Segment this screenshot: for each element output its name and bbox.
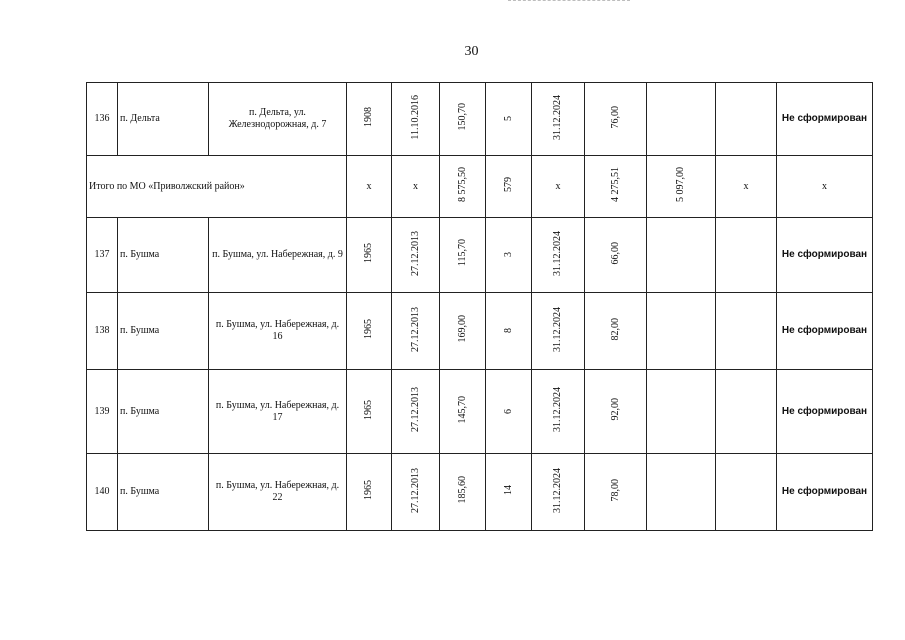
locality-cell: п. Дельта [118,83,209,156]
subtotal-label: Итого по МО «Приволжский район» [87,156,347,218]
deadline-cell: 31.12.2024 [532,83,585,156]
address-cell: п. Бушма, ул. Набережная, д. 9 [209,218,347,293]
subtotal-date: х [392,156,440,218]
status-cell: Не сформирован [777,370,873,454]
deadline-cell: 31.12.2024 [532,218,585,293]
value1-cell: 76,00 [585,83,647,156]
residents-cell: 6 [486,370,532,454]
table-row [87,454,873,531]
value2-cell [647,454,716,531]
value2-cell [647,293,716,370]
row-number: 139 [87,370,118,454]
value3-cell [716,293,777,370]
year-cell: 1965 [347,370,392,454]
date-cell: 27.12.2013 [392,370,440,454]
table-row [87,293,873,370]
area-cell: 169,00 [440,293,486,370]
area-cell: 115,70 [440,218,486,293]
row-number: 136 [87,83,118,156]
value3-cell [716,370,777,454]
deadline-cell: 31.12.2024 [532,370,585,454]
status-cell: Не сформирован [777,293,873,370]
subtotal-residents: 579 [486,156,532,218]
year-cell: 1965 [347,218,392,293]
subtotal-row [87,156,873,218]
locality-cell: п. Бушма [118,293,209,370]
housing-registry-table [86,82,873,531]
area-cell: 145,70 [440,370,486,454]
status-cell: Не сформирован [777,83,873,156]
row-number: 140 [87,454,118,531]
year-cell: 1908 [347,83,392,156]
page-number: 30 [464,44,479,59]
subtotal-value2: 5 097,00 [647,156,716,218]
value2-cell [647,218,716,293]
date-cell: 27.12.2013 [392,454,440,531]
subtotal-status: х [777,156,873,218]
subtotal-area: 8 575,50 [440,156,486,218]
deadline-cell: 31.12.2024 [532,293,585,370]
value2-cell [647,83,716,156]
date-cell: 11.10.2016 [392,83,440,156]
subtotal-value3: х [716,156,777,218]
table-row [87,218,873,293]
address-cell: п. Бушма, ул. Набережная, д. 17 [209,370,347,454]
date-cell: 27.12.2013 [392,218,440,293]
table-row [87,83,873,156]
locality-cell: п. Бушма [118,370,209,454]
value3-cell [716,83,777,156]
value1-cell: 78,00 [585,454,647,531]
status-cell: Не сформирован [777,218,873,293]
year-cell: 1965 [347,293,392,370]
row-number: 137 [87,218,118,293]
subtotal-deadline: х [532,156,585,218]
deadline-cell: 31.12.2024 [532,454,585,531]
value2-cell [647,370,716,454]
value3-cell [716,454,777,531]
residents-cell: 14 [486,454,532,531]
year-cell: 1965 [347,454,392,531]
subtotal-year: х [347,156,392,218]
date-cell: 27.12.2013 [392,293,440,370]
scan-artifact [508,0,630,4]
locality-cell: п. Бушма [118,218,209,293]
row-number: 138 [87,293,118,370]
address-cell: п. Дельта, ул. Железнодорожная, д. 7 [209,83,347,156]
locality-cell: п. Бушма [118,454,209,531]
status-cell: Не сформирован [777,454,873,531]
area-cell: 185,60 [440,454,486,531]
residents-cell: 3 [486,218,532,293]
subtotal-value1: 4 275,51 [585,156,647,218]
residents-cell: 8 [486,293,532,370]
address-cell: п. Бушма, ул. Набережная, д. 16 [209,293,347,370]
table-row [87,370,873,454]
value1-cell: 92,00 [585,370,647,454]
area-cell: 150,70 [440,83,486,156]
value1-cell: 66,00 [585,218,647,293]
address-cell: п. Бушма, ул. Набережная, д. 22 [209,454,347,531]
value3-cell [716,218,777,293]
residents-cell: 5 [486,83,532,156]
value1-cell: 82,00 [585,293,647,370]
